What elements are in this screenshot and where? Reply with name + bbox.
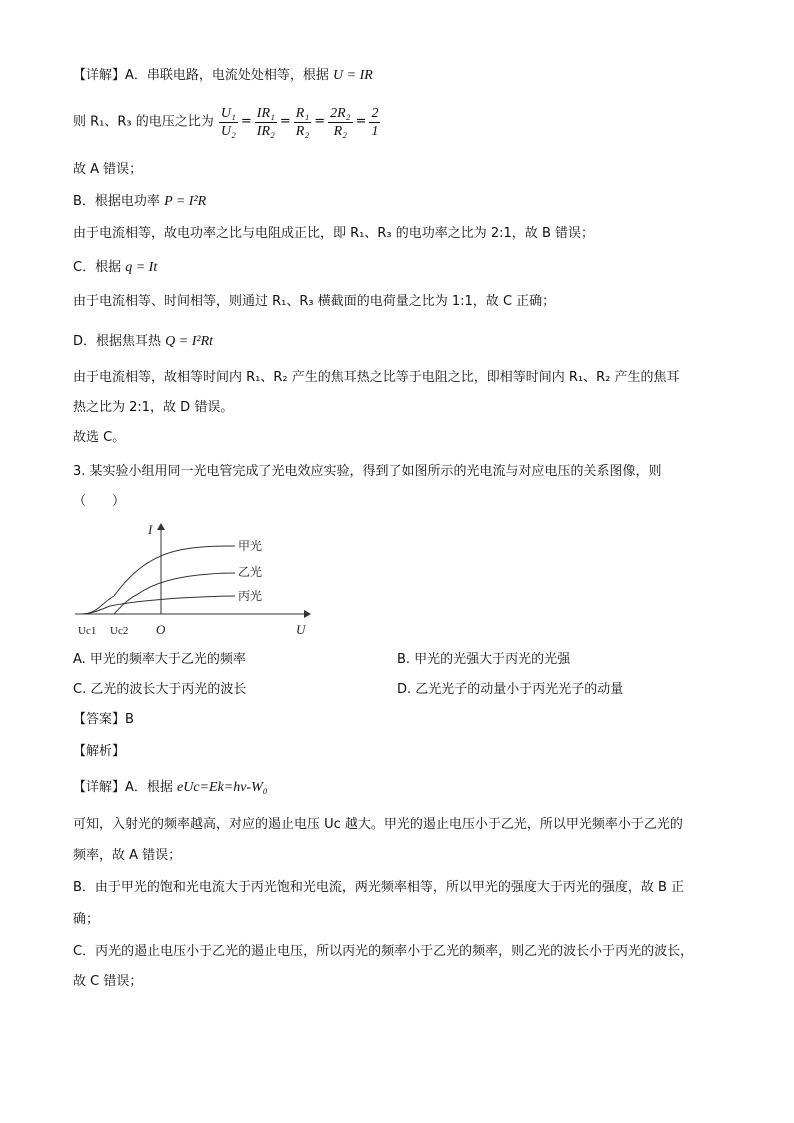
q2-b-formula: P = I²R: [164, 194, 207, 209]
q2-c-formula: q = It: [125, 260, 158, 275]
q3-a-line: [73, 778, 268, 798]
y-axis-label: I: [148, 522, 153, 537]
uc1-label: Uc1: [78, 625, 97, 637]
q2-a-formula: U = IR: [333, 68, 373, 83]
q3-analysis-title: 【解析】: [73, 744, 126, 759]
q2-d-text-1: 由于电流相等，故相等时间内 R₁、R₂ 产生的焦耳热之比等于电阻之比，即相等时间内 R₁、R₂ 产生的焦耳: [73, 370, 680, 385]
q2-a-line: [73, 66, 373, 86]
curve-label-yi: 乙光: [238, 565, 263, 579]
q2-c-text: 由于电流相等、时间相等，则通过 R₁、R₃ 横截面的电荷量之比为 1:1，故 C 正确；: [73, 294, 556, 309]
curve-yi: [114, 573, 235, 614]
q3-c-text-2: 故 C 错误；: [73, 974, 143, 989]
q3-b-text-2: 确；: [73, 912, 100, 927]
ratio-fraction-3: $\frac{\text{R₁}}{\text{R₂}}$: [295, 105, 310, 139]
ratio-fraction-2: $\frac{\text{IR₁}}{\text{IR₂}}$: [256, 105, 275, 139]
q3-a-text-2: 频率，故 A 错误；: [73, 848, 182, 863]
option-c: C. 乙光的波长大于丙光的波长: [73, 682, 247, 697]
q3-a-formula: eUc=Ek=hν-W₀: [177, 780, 268, 795]
ratio-fraction-4: $\frac{\text{2R₂}}{\text{R₂}}$: [330, 105, 351, 139]
q2-ratio-prefix: 则 R₁、R₃ 的电压之比为: [73, 114, 214, 130]
q2-ratio-line: 则 R₁、R₃ 的电压之比为 $\frac{\text{U₁}}{\text{U₂}}$ = $\frac{\text{IR₁}}{\text{IR₂}}$ = $\frac{\text{R₁}}{\text{R₂}}$ = $\frac{\text{2R₂}}{\text{R₂}}$ = $\frac{2}{1}$: [73, 105, 379, 139]
q3-a-intro: 【详解】A．根据: [73, 780, 173, 795]
q2-b-text: 由于电流相等，故电功率之比与电阻成正比，即 R₁、R₃ 的电功率之比为 2:1，故 B 错误；: [73, 226, 594, 241]
q2-a-conclusion: 故 A 错误；: [73, 162, 143, 177]
q2-b-line: [73, 192, 206, 212]
option-b: B. 甲光的光强大于丙光的光强: [397, 652, 571, 667]
q2-a-intro: 【详解】A．串联电路，电流处处相等，根据: [73, 68, 329, 83]
q2-b-intro: B．根据电功率: [73, 194, 160, 209]
q2-c-intro: C．根据: [73, 260, 122, 275]
q3-stem-2: （ ）: [73, 494, 126, 509]
q2-d-line: [73, 332, 213, 352]
q3-stem-1: 3. 某实验小组用同一光电管完成了光电效应实验，得到了如图所示的光电流与对应电压的关系图像，则: [73, 464, 662, 479]
origin-label: O: [156, 622, 166, 637]
q2-d-formula: Q = I²Rt: [165, 334, 214, 349]
x-axis-label: U: [296, 622, 306, 637]
ratio-fraction-1: $\frac{\text{U₁}}{\text{U₂}}$: [220, 105, 236, 139]
curve-bing: [80, 596, 235, 614]
curve-label-bing: 丙光: [238, 589, 263, 603]
q2-choice: 故选 C。: [73, 430, 126, 445]
q3-a-text-1: 可知，入射光的频率越高，对应的遏止电压 Uc 越大。甲光的遏止电压小于乙光，所以甲光频率小于乙光的: [73, 817, 683, 832]
q2-d-intro: D．根据焦耳热: [73, 334, 162, 349]
q3-answer: 【答案】B: [73, 712, 134, 727]
q3-b-text-1: B．由于甲光的饱和光电流大于丙光饱和光电流，两光频率相等，所以甲光的强度大于丙光的强度，故 B 正: [73, 880, 685, 895]
q3-c-text-1: C．丙光的遏止电压小于乙光的遏止电压，所以丙光的频率小于乙光的频率，则乙光的波长小于丙光的波长，: [73, 944, 694, 959]
curve-label-jia: 甲光: [238, 539, 263, 553]
option-a: A. 甲光的频率大于乙光的频率: [73, 652, 246, 667]
uc2-label: Uc2: [110, 625, 129, 637]
option-d: D. 乙光光子的动量小于丙光光子的动量: [397, 682, 624, 697]
photoelectric-graph: [70, 518, 320, 642]
ratio-fraction-5: $\frac{2}{1}$: [371, 105, 379, 139]
curve-jia: [80, 546, 235, 614]
q2-d-text-2: 热之比为 2:1，故 D 错误。: [73, 400, 234, 415]
q2-c-line: [73, 258, 157, 278]
